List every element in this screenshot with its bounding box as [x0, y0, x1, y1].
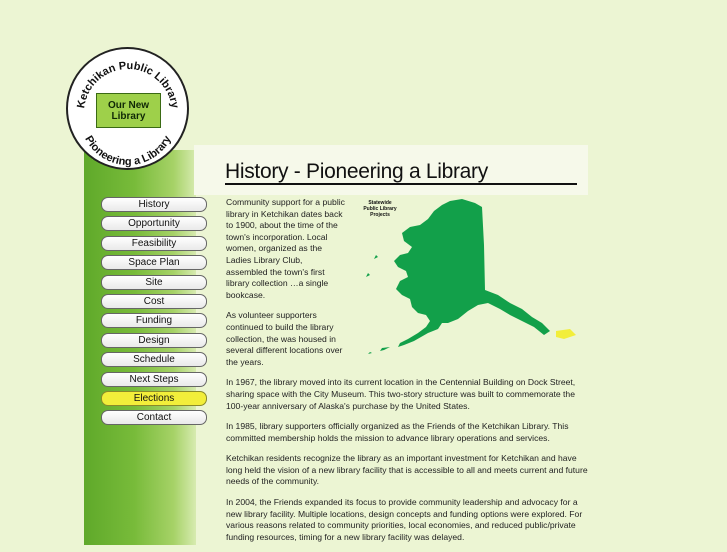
- logo-top-text: Ketchikan Public Library: [75, 59, 181, 110]
- history-paragraph-3: In 1967, the library moved into its current location in the Centennial Building on Dock Street, sharing space with the City Museum. This two-story structure was built to commemorate the 100-year anniversary of Alaska's purchase by the United States.: [226, 377, 576, 411]
- history-content: [226, 197, 588, 552]
- history-paragraph-4: In 1985, library supporters officially organized as the Friends of the Ketchikan Library. This committed membership holds the mission to advance library operations and services.: [226, 421, 569, 443]
- logo-center-line2: Library: [111, 110, 146, 122]
- history-paragraph-5: Ketchikan residents recognize the library as an important investment for Ketchikan and have long held the vision of a new library facility that is accessible to all and meets current and future needs of the community.: [226, 453, 588, 487]
- side-nav: [101, 197, 205, 430]
- map-title-line2: Public Library: [363, 206, 397, 212]
- title-underline: [225, 183, 577, 185]
- history-paragraph-6: In 2004, the Friends expanded its focus to provide community leadership and advocacy for a new library facility. Multiple locations, design concepts and funding options were explored. For various reasons related to community priorities, local economies, and reduced public/private funding resources, timing for a new library facility was delayed.: [226, 497, 583, 542]
- logo-center-badge: [96, 93, 161, 128]
- logo[interactable]: [66, 47, 189, 170]
- nav-space-plan[interactable]: Space Plan: [101, 255, 207, 270]
- history-paragraph-1: Community support for a public library in Ketchikan dates back to 1900, about the time of the town's incorporation. Local women, organized as the Ladies Library Club, assembled the town's first library collection …a single bookcase.: [226, 197, 345, 300]
- nav-feasibility[interactable]: Feasibility: [101, 236, 207, 251]
- nav-funding[interactable]: Funding: [101, 313, 207, 328]
- svg-text:Pioneering a Library: [82, 133, 174, 168]
- nav-opportunity[interactable]: Opportunity: [101, 216, 207, 231]
- logo-center-line1: Our New: [107, 99, 150, 111]
- nav-design[interactable]: Design: [101, 333, 207, 348]
- history-paragraph-2: As volunteer supporters continued to build the library collection, the was housed in several different locations over the years.: [226, 310, 343, 367]
- map-title-line3: Projects: [370, 212, 390, 218]
- nav-history[interactable]: History: [101, 197, 207, 212]
- logo-bottom-text: Pioneering a Library: [82, 133, 174, 169]
- map-title-line1: Statewide: [368, 200, 392, 206]
- page-title: History - Pioneering a Library: [225, 160, 488, 183]
- nav-site[interactable]: Site: [101, 275, 207, 290]
- nav-cost[interactable]: Cost: [101, 294, 207, 309]
- nav-contact[interactable]: Contact: [101, 410, 207, 425]
- nav-schedule[interactable]: Schedule: [101, 352, 207, 367]
- nav-next-steps[interactable]: Next Steps: [101, 372, 207, 387]
- nav-elections[interactable]: Elections: [101, 391, 207, 406]
